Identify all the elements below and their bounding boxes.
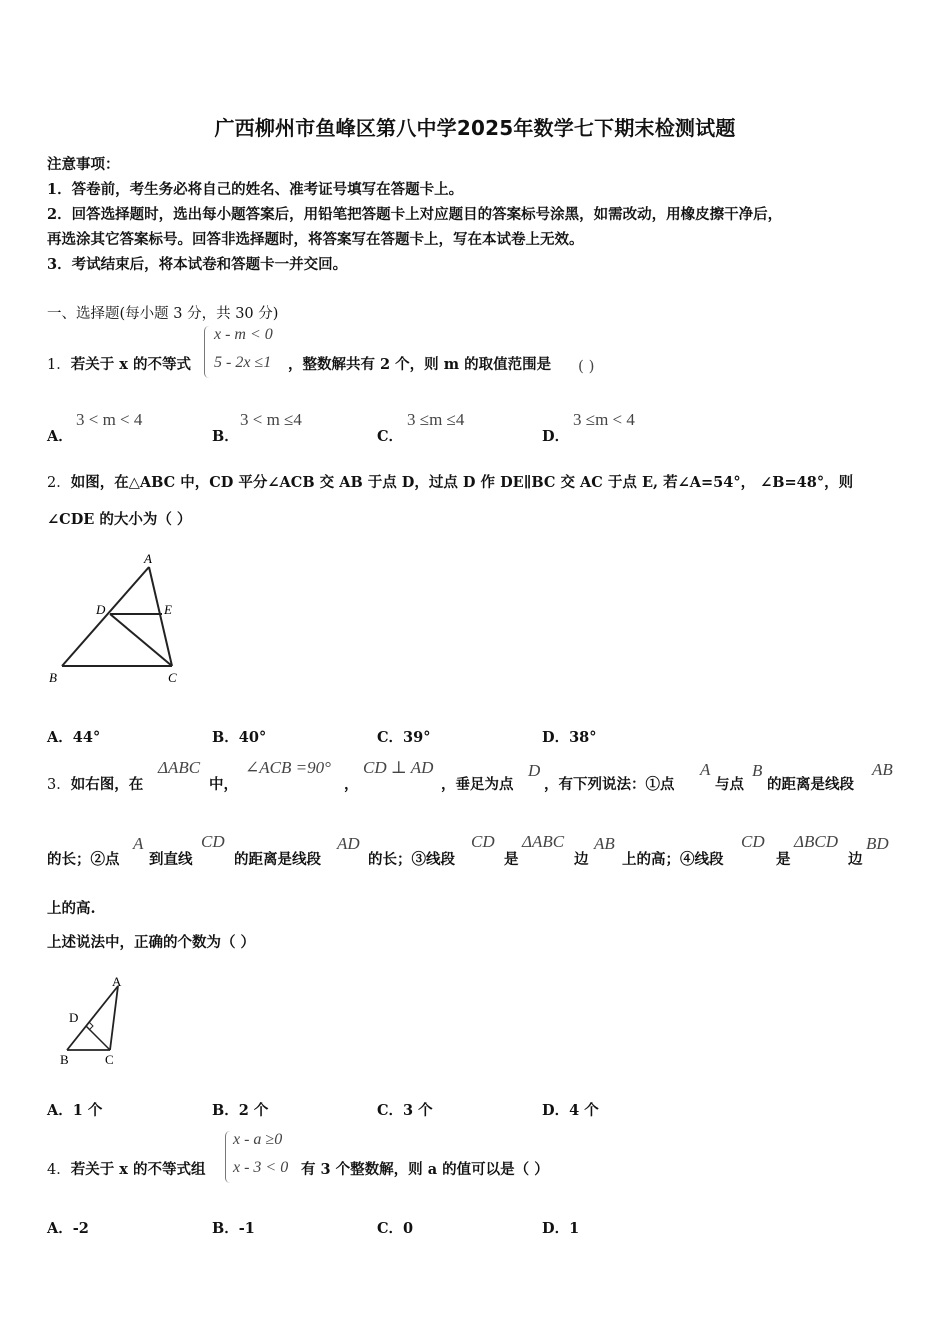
option-c xyxy=(377,1099,433,1120)
option-label: D． xyxy=(542,1220,570,1237)
question-number: 3． xyxy=(47,777,71,793)
question-text: 与点 xyxy=(715,776,744,793)
question-number: 1． xyxy=(47,357,71,373)
segment-ba xyxy=(62,567,149,666)
math-expr: CD xyxy=(471,832,495,851)
option-math: 3 ≤m ≤4 xyxy=(407,410,465,429)
option-b xyxy=(212,726,266,747)
question-number: 2． xyxy=(47,475,71,491)
notice-item: 再选涂其它答案标号。回答非选择题时，将答案写在答题卡上，写在本试卷上无效。 xyxy=(47,231,584,248)
question-text: 的长；③线段 xyxy=(368,851,455,868)
option-c xyxy=(377,1217,413,1238)
option-d xyxy=(542,1099,599,1120)
math-expr: AB xyxy=(872,760,893,779)
option-label: D． xyxy=(542,428,570,445)
question-text: ， xyxy=(344,776,359,793)
math-expr: CD xyxy=(201,832,225,851)
option-value: 1 个 xyxy=(72,1102,103,1119)
notice-heading: 注意事项： xyxy=(47,156,120,173)
section-heading: 一、选择题(每小题 3 分，共 30 分) xyxy=(47,306,279,322)
option-value: 2 个 xyxy=(238,1102,269,1119)
option-a xyxy=(47,726,100,747)
option-label: A． xyxy=(47,1102,73,1119)
option-d xyxy=(542,1217,579,1238)
option-label: A． xyxy=(47,729,73,746)
inequality-line: 5 - 2x ≤1 xyxy=(214,354,272,371)
question-text: 到直线 xyxy=(149,851,193,868)
option-a xyxy=(47,1099,102,1120)
vertex-label: D xyxy=(69,1010,79,1025)
option-label: B． xyxy=(212,1220,239,1237)
brace-icon xyxy=(204,326,209,378)
question-number: 4． xyxy=(47,1162,71,1178)
option-label: C． xyxy=(377,1220,404,1237)
option-value: -2 xyxy=(72,1220,89,1237)
option-value: 39° xyxy=(403,729,431,746)
option-b xyxy=(212,1099,268,1120)
math-expr: A xyxy=(700,760,711,779)
option-label: A． xyxy=(47,1220,73,1237)
math-expr: ∠ACB =90° xyxy=(245,758,331,777)
math-expr: A xyxy=(133,834,144,853)
option-c xyxy=(377,726,430,747)
question-text: 的长；②点 xyxy=(47,851,120,868)
question-1 xyxy=(47,353,191,374)
question-text: 上的高；④线段 xyxy=(622,851,724,868)
right-angle-mark xyxy=(89,1022,93,1030)
option-value: -1 xyxy=(238,1220,255,1237)
question-text: 的距离是线段 xyxy=(234,851,321,868)
notice-item: 3．考试结束后，将本试卷和答题卡一并交回。 xyxy=(47,256,348,273)
vertex-label: A xyxy=(144,551,152,566)
option-label: D． xyxy=(542,729,570,746)
notice-item: 2．回答选择题时，选出每小题答案后，用铅笔把答题卡上对应题目的答案标号涂黑，如需改动，用橡皮擦干净后， xyxy=(47,206,783,223)
option-label: D． xyxy=(542,1102,570,1119)
option-math: 3 < m ≤4 xyxy=(240,410,302,429)
math-expr: ΔABC xyxy=(158,758,201,777)
option-label: C． xyxy=(377,729,404,746)
vertex-label: B xyxy=(60,1052,69,1067)
question-text: 若关于 x 的不等式组 xyxy=(70,1161,206,1178)
question-text: 的距离是线段 xyxy=(767,776,854,793)
question-text: ，垂足为点 xyxy=(441,776,514,793)
vertex-label: E xyxy=(164,602,172,617)
page-title: 广西柳州市鱼峰区第八中学2025年数学七下期末检测试题 xyxy=(214,116,736,140)
question-4 xyxy=(47,1158,205,1179)
vertex-label: D xyxy=(96,602,106,617)
question-text: ，有下列说法：①点 xyxy=(544,776,675,793)
option-value: 4 个 xyxy=(569,1102,599,1119)
question-3 xyxy=(47,773,143,794)
brace-icon xyxy=(225,1131,230,1183)
question-text: 如右图，在 xyxy=(70,776,144,793)
option-math: 3 < m < 4 xyxy=(76,410,143,429)
triangle-figure-q2 xyxy=(44,548,204,693)
vertex-label: C xyxy=(105,1052,114,1067)
vertex-label: C xyxy=(168,670,177,685)
question-text: 是 xyxy=(504,851,519,868)
math-expr: ΔABC xyxy=(522,832,565,851)
math-expr: D xyxy=(528,761,541,780)
option-label: B． xyxy=(212,428,239,445)
option-label: B． xyxy=(212,1102,239,1119)
option-math: 3 ≤m < 4 xyxy=(573,410,635,429)
question-text: ，整数解共有 2 个，则 m 的取值范围是 xyxy=(288,356,552,373)
question-text: 是 xyxy=(776,851,791,868)
option-label: A． xyxy=(47,428,73,445)
vertex-label: A xyxy=(112,974,122,989)
question-text: 上述说法中，正确的个数为（ ） xyxy=(47,934,256,951)
option-value: 40° xyxy=(238,729,267,746)
option-value: 3 个 xyxy=(403,1102,433,1119)
question-text: 中， xyxy=(209,776,238,793)
question-text: 边 xyxy=(848,851,863,868)
option-d xyxy=(542,726,597,747)
question-2 xyxy=(47,471,853,492)
math-expr: AD xyxy=(337,834,360,853)
option-b xyxy=(212,1217,255,1238)
inequality-line: x - 3 < 0 xyxy=(233,1159,289,1176)
inequality-line: x - a ≥0 xyxy=(233,1131,283,1148)
math-expr: AB xyxy=(594,834,615,853)
question-text: 边 xyxy=(574,851,589,868)
math-expr: ΔBCD xyxy=(794,832,838,851)
math-expr: BD xyxy=(866,834,889,853)
option-value: 44° xyxy=(72,729,101,746)
triangle-figure-q3 xyxy=(44,960,134,1070)
option-label: C． xyxy=(377,428,404,445)
option-label: B． xyxy=(212,729,239,746)
math-expr: B xyxy=(752,761,763,780)
option-label: C． xyxy=(377,1102,404,1119)
math-expr: CD ⊥ AD xyxy=(363,758,434,777)
option-value: 1 xyxy=(569,1220,580,1237)
option-value: 38° xyxy=(569,729,597,746)
math-expr: CD xyxy=(741,832,765,851)
question-text: 上的高. xyxy=(47,900,96,917)
question-text: 如图，在△ABC 中，CD 平分∠ACB 交 AB 于点 D，过点 D 作 DE∥BC 交 AC 于点 E, 若∠A=54°， ∠B=48°，则 xyxy=(70,474,854,491)
option-value: 0 xyxy=(403,1220,414,1237)
vertex-label: B xyxy=(49,670,57,685)
question-text: 若关于 x 的不等式 xyxy=(70,356,191,373)
notice-item: 1．答卷前，考生务必将自己的姓名、准考证号填写在答题卡上。 xyxy=(47,181,464,198)
inequality-line: x - m < 0 xyxy=(214,326,273,343)
answer-paren: ( ) xyxy=(578,357,595,375)
option-a xyxy=(47,1217,89,1238)
question-text: ∠CDE 的大小为（ ） xyxy=(47,511,192,528)
question-text: 有 3 个整数解，则 a 的值可以是（ ） xyxy=(301,1161,549,1178)
